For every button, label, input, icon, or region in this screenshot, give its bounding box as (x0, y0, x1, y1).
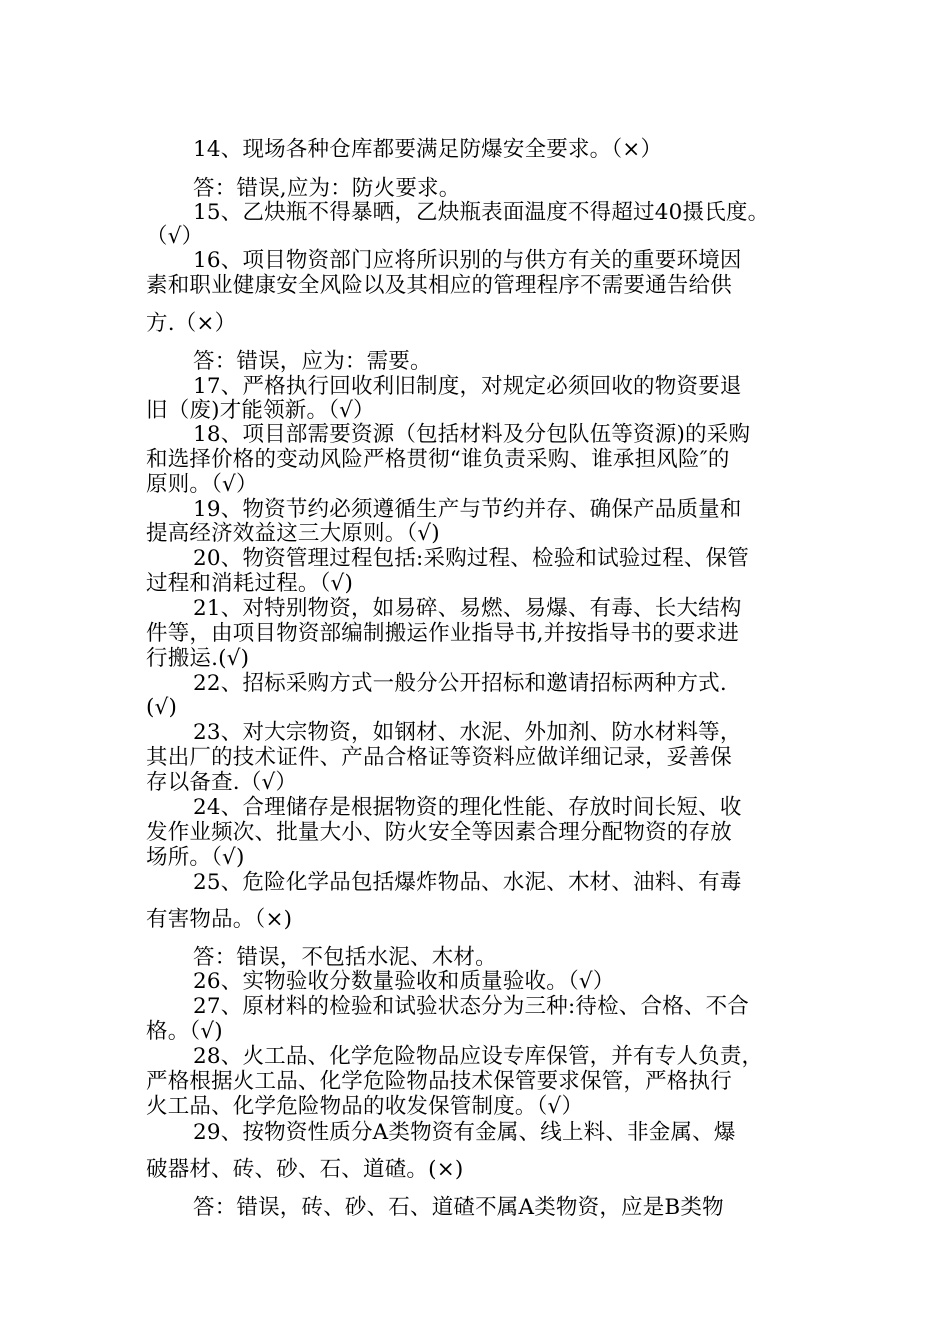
text-line-q17-cont: 旧（废)才能领新。（√） (146, 398, 375, 423)
text-line-q18: 18、项目部需要资源（包括材料及分包队伍等资源)的采购 (193, 422, 751, 447)
text-line-q24-cont: 发作业频次、批量大小、防火安全等因素合理分配物资的存放 (146, 820, 732, 845)
text-line-q29: 29、按物资性质分A类物资有金属、线上料、非金属、爆 (193, 1120, 736, 1145)
text-line-q27-cont: 格。（√) (146, 1019, 223, 1044)
text-line-a25: 答：错误，不包括水泥、木材。 (193, 945, 497, 970)
text-line-q16-cont: 素和职业健康安全风险以及其相应的管理程序不需要通告给供 (146, 273, 732, 298)
text-line-q28: 28、火工品、化学危险物品应设专库保管，并有专人负责， (193, 1044, 764, 1069)
text-line-a29: 答：错误，砖、砂、石、道碴不属A类物资，应是B类物 (193, 1195, 724, 1220)
text-line-q15: 15、乙炔瓶不得暴晒，乙炔瓶表面温度不得超过40摄氏度。 (193, 200, 770, 225)
text-line-q24-mark: 场所。（√) (146, 845, 245, 870)
text-line-q14: 14、现场各种仓库都要满足防爆安全要求。（×） (193, 137, 663, 162)
text-line-a14: 答：错误,应为：防火要求。 (193, 176, 461, 201)
text-line-q21-mark: 行搬运.(√) (146, 646, 250, 671)
text-line-q22-mark: (√) (146, 695, 178, 720)
text-line-q16-mark: 方.（×） (146, 311, 237, 336)
text-line-q18-cont: 和选择价格的变动风险严格贯彻“谁负责采购、谁承担风险″的 (146, 447, 730, 472)
text-line-q26: 26、实物验收分数量验收和质量验收。（√） (193, 969, 615, 994)
text-line-q28-cont: 严格根据火工品、化学危险物品技术保管要求保管，严格执行 (146, 1069, 732, 1094)
text-line-q16: 16、项目物资部门应将所识别的与供方有关的重要环境因 (193, 248, 742, 273)
text-line-q20-cont: 过程和消耗过程。（√) (146, 571, 354, 596)
text-line-q15-mark: （√） (146, 224, 204, 249)
text-line-q20: 20、物资管理过程包括:采购过程、检验和试验过程、保管 (193, 546, 750, 571)
text-line-q28-cont2: 火工品、化学危险物品的收发保管制度。（√） (146, 1094, 584, 1119)
text-line-q23-cont: 其出厂的技术证件、产品合格证等资料应做详细记录，妥善保 (146, 745, 732, 770)
text-line-q29-cont: 破器材、砖、砂、石、道碴。(×) (146, 1157, 464, 1182)
text-line-a16: 答：错误，应为：需要。 (193, 349, 432, 374)
text-line-q21-cont: 件等，由项目物资部编制搬运作业指导书,并按指导书的要求进 (146, 621, 739, 646)
text-line-q18-mark: 原则。（√） (146, 472, 258, 497)
text-line-q19-cont: 提高经济效益这三大原则。（√) (146, 521, 440, 546)
text-line-q23-mark: 存以备查.（√） (146, 770, 298, 795)
text-line-q19: 19、物资节约必须遵循生产与节约并存、确保产品质量和 (193, 497, 742, 522)
text-line-q27: 27、原材料的检验和试验状态分为三种:待检、合格、不合 (193, 994, 750, 1019)
text-line-q24: 24、合理储存是根据物资的理化性能、存放时间长短、收 (193, 795, 742, 820)
text-line-q17: 17、严格执行回收利旧制度，对规定必须回收的物资要退 (193, 374, 742, 399)
text-line-q25: 25、危险化学品包括爆炸物品、水泥、木材、油料、有毒 (193, 870, 742, 895)
text-line-q23: 23、对大宗物资，如钢材、水泥、外加剂、防水材料等， (193, 720, 742, 745)
text-line-q25-cont: 有害物品。（×) (146, 907, 293, 932)
text-line-q21: 21、对特别物资，如易碎、易燃、易爆、有毒、长大结构 (193, 596, 742, 621)
text-line-q22: 22、招标采购方式一般分公开招标和邀请招标两种方式. (193, 671, 727, 696)
